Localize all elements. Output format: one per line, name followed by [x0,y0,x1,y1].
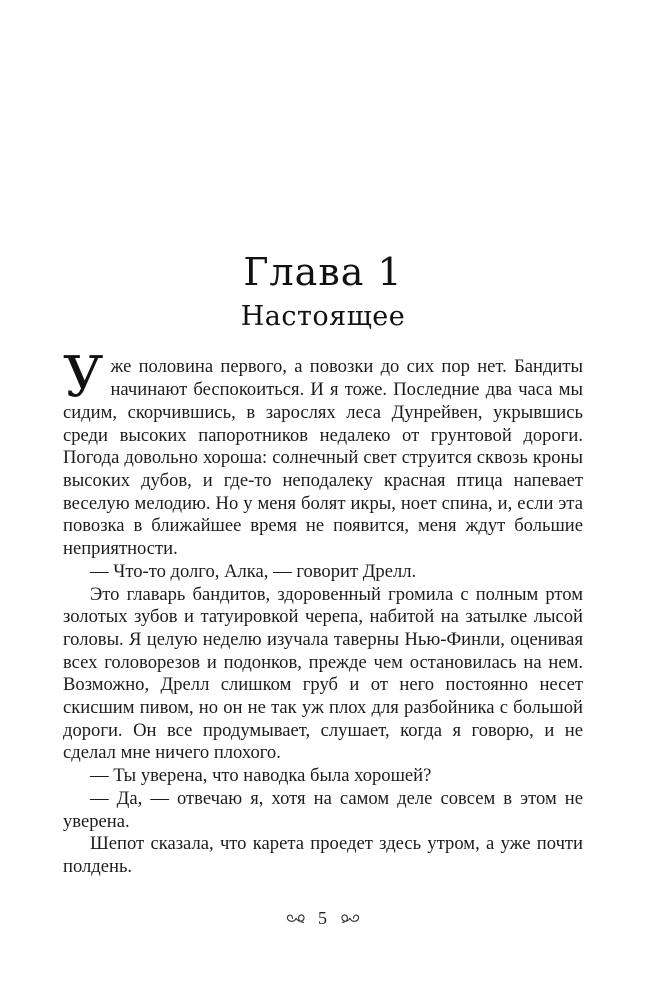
paragraph-1-text: же половина первого, а повозки до сих пор нет. Бандиты начинают беспокоиться. И я тоже. Последние два часа мы сидим, скорчившись, в зарослях леса Дунрейвен, укрывшись среди высоких папоротников недалеко от грунтовой дороги. Погода довольно хороша: солнечный свет струится сквозь кроны высоких дубов, и где-то неподалеку красная птица напевает веселую мелодию. Но у меня болят икры, ноет спина, и, если эта повозка в ближайшее время не появится, меня ждут большие неприятности. [63,356,583,560]
footer-ornament-right-icon [340,912,360,925]
page-content [63,0,583,879]
paragraph-1 [63,345,583,560]
drop-cap: У [63,345,104,411]
chapter-subtitle: Настоящее [240,300,406,332]
paragraph-4: — Ты уверена, что наводка была хорошей? [90,765,432,787]
paragraph-3: Это главарь бандитов, здоровенный громила с полным ртом золотых зубов и татуировкой черепа, набитой на затылке лысой головы. Я целую неделю изучала таверны Нью-Финли, оценивая всех головорезов и подонков, прежде чем остановилась на нем. Возможно, Дрелл слишком груб и от него постоянно несет скисшим пивом, но он не так уж плох для разбойника с большой дороги. Он все продумывает, слушает, когда я говорю, и не сделал мне ничего плохого. [63,583,583,764]
paragraph-6: Шепот сказала, что карета проедет здесь утром, а уже почти полдень. [63,833,583,877]
chapter-title: Глава 1 [243,250,403,294]
page-footer [0,907,645,929]
paragraph-2: — Что-то долго, Алка, — говорит Дрелл. [90,560,417,582]
body-text [63,345,583,878]
footer-ornament-left-icon [286,912,306,925]
paragraph-5: — Да, — отвечаю я, хотя на самом деле совсем в этом не уверена. [63,787,583,832]
page-number: 5 [318,908,327,928]
